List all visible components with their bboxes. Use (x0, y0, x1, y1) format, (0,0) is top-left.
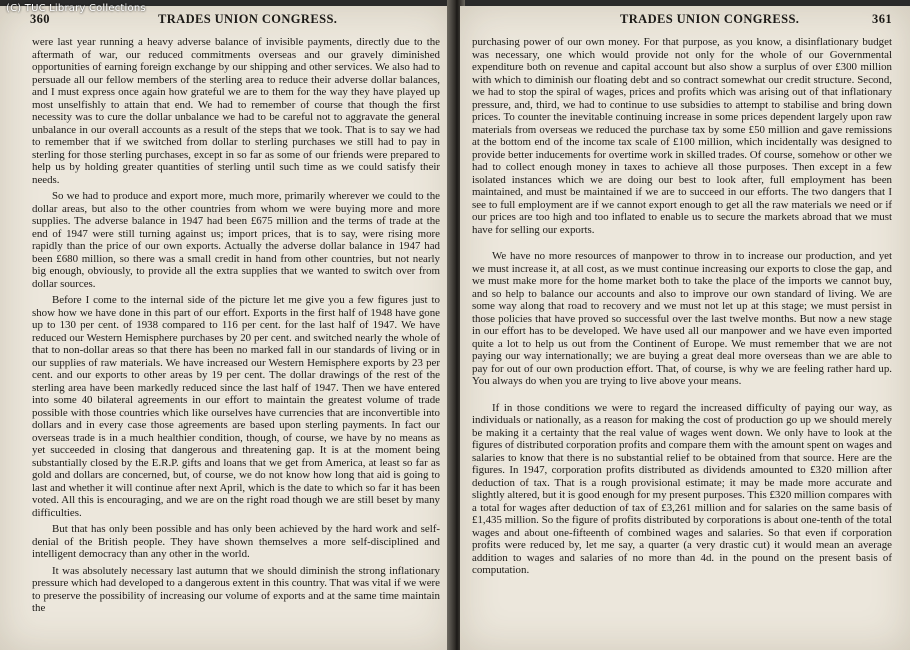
paragraph: It was absolutely necessary last autumn that we should diminish the strong inflationary pressure which had developed to a dangerous extent in this country. That was vital if we were to preserve the possibility of increasing our volume of exports and at the same time maintain the (32, 564, 440, 614)
left-page (0, 6, 452, 650)
copyright-watermark: (C) TUC Library Collections (6, 3, 146, 14)
paragraph: If in those conditions we were to regard the increased difficulty of paying our way, as individuals or nationally, as a reason for making the cost of production go up we should merely be making it a certainty that the real value of wages went down. We only have to look at the figures of distributed corporation profits and compare them with the amount spent on wages and salaries to know that there is no substantial relief to be obtained from that source. Here are the figures. In 1947, corporation profits distributed as dividends amounted to £320 million after deduction of tax. That is a rough provisional estimate; it may be made more accurate and slightly altered, but it is good enough for my present purposes. This £320 million compares with a total for wages after deduction of tax of £3,261 million and for salaries on the same basis of £1,435 million. So the figure of profits distributed by corporations is about one-tenth of the total wages and about one-fifteenth of combined wages and salaries. So that even if corporation profits were reduced by, let me say, a quarter (a very drastic cut) it would mean an average addition to wages and salaries of no more than 4d. in the pound on the present basis of computation. (472, 401, 892, 576)
paragraph: We have no more resources of manpower to throw in to increase our production, and yet we must increase it, at all cost, as we must continue increasing our exports to close the gap, and we must make more for the home market both to take the place of the imports we cannot buy, and so help to balance our accounts and also to improve our own standard of living. We are some way along that road to recovery and we must not let up at this stage; we must persist in those policies that have proved so successful over the last twelve months. But now a new stage in our effort has to be developed. We have used all our manpower and we have even imported quite a lot to help us out from the Continent of Europe. We must remember that we are not paying our way internationally; we are buying a great deal more overseas than we are able to pay for out of our own production effort. That, of course, is why we are feeling rather hard up. You always do when you are trying to live above your means. (472, 250, 892, 387)
paragraph: were last year running a heavy adverse balance of invisible payments, directly due to the aftermath of war, our reduced commitments overseas and our gravely diminished opportunities of earning foreign exchange by our shipping and other services. We also had to persuade all our fellow members of the sterling area to reduce their adverse dollar balances, and I must express once again how grateful we are to them for the way they have played up most unselfishly to attain that end. We had to remember of course that though the first necessity was to cure the dollar unbalance we had to be careful not to aggravate the general unbalance in our overall accounts as a result of the steps that we took. That is to say we had to remember that if we switched from dollar to sterling purchases we still had to pay in sterling for those sterling purchases, except in so far as some of our friends were prepared to help us by holding greater quantities of sterling until such time as we could satisfy their needs. (32, 36, 440, 186)
right-page (460, 6, 910, 650)
running-title-right: TRADES UNION CONGRESS. (620, 12, 800, 26)
paragraph: Before I come to the internal side of the picture let me give you a few figures just to show how we have done in this part of our effort. Exports in the first half of 1948 have gone up to 130 per cent. of 1938 compared to 116 per cent. for the last half of 1947. We have reduced our Western Hemisphere purchases by 20 per cent. and switched nearly the whole of that to non-dollar areas so that there has been no marked fall in our standards of living or in our supplies of raw materials. We have increased our Western Hemisphere exports by 23 per cent. and our exports to other areas by 19 per cent. The dollar drawings of the rest of the sterling area have been markedly reduced since the last half of 1947. Then we have entered into some 40 bilateral agreements in our effort to maintain the greatest volume of trade possible with those countries which like ourselves have currencies that are inconvertible into dollars and in every case those agreements are based upon sterling payments. In fact our overseas trade is in a much healthier condition, though, of course, we have by no means as yet succeeded in closing that dangerous and threatening gap. It is at the moment being substantially closed by the E.R.P. gifts and loans that we get from America, at least so far as gold and dollars are concerned, but, of course, we do not know how long that aid is going to last and whether it will continue after next April, which is the date to which so far it has been voted. All this is encouraging, and we are on the right road though we are still beset by many difficulties. (32, 294, 440, 519)
running-head-right (490, 12, 892, 28)
right-page-body (472, 36, 892, 581)
running-title-left: TRADES UNION CONGRESS. (158, 12, 338, 26)
running-head-left (30, 12, 434, 28)
left-page-body (32, 36, 440, 619)
paragraph: purchasing power of our own money. For that purpose, as you know, a disinflationary budget was necessary, one which would provide not only for the whole of our Governmental expenditure both on revenue and capital account but also show a surplus of over £300 million with which to diminish our floating debt and so contract somewhat our credit structure. Second, we had to stop the spiral of wages, prices and profits which was arising out of that inflationary pressure, and, third, we had to continue to use subsidies to attempt to stabilise and bring down prices. To counter the inevitable continuing increase in some prices dependent largely upon raw materials from overseas we reduced the purchase tax by some £50 million and gave remissions at the bottom end of the income tax scale of £100 million, which incidentally was designed to provide better inducements for overtime work in skilled trades. Of course, somehow or other we had to collect enough money in taxes to achieve all those purposes. Then except in a few isolated instances which we are doing our best to look after, full employment has been maintained, and must be maintained if we are to succeed in our efforts. The two dangers that I see to full employment are if we cannot export enough to get all the raw materials we need or if our prices are too high and too inflated to enable us to secure the markets abroad that we must have for selling our exports. (472, 36, 892, 236)
paragraph: But that has only been possible and has only been achieved by the hard work and self-denial of the British people. They have shown themselves a more self-disciplined and intelligent democracy than any other in the world. (32, 523, 440, 560)
page-number-right: 361 (872, 12, 892, 26)
page-number-left: 360 (30, 12, 50, 26)
paragraph: So we had to produce and export more, much more, primarily wherever we could to the dollar areas, but also to the other countries from whom we were buying more and more supplies. The adverse balance in 1947 had been £675 million and the terms of trade at the end of 1947 were still turning against us; import prices, that is to say, were rising more rapidly than the price of our own exports. Actually the adverse dollar balance in 1947 had been £680 million, so there was a small credit in hand from other countries, but not nearly big enough, obviously, to provide all the extra supplies that we wanted to switch over from dollar sources. (32, 190, 440, 290)
